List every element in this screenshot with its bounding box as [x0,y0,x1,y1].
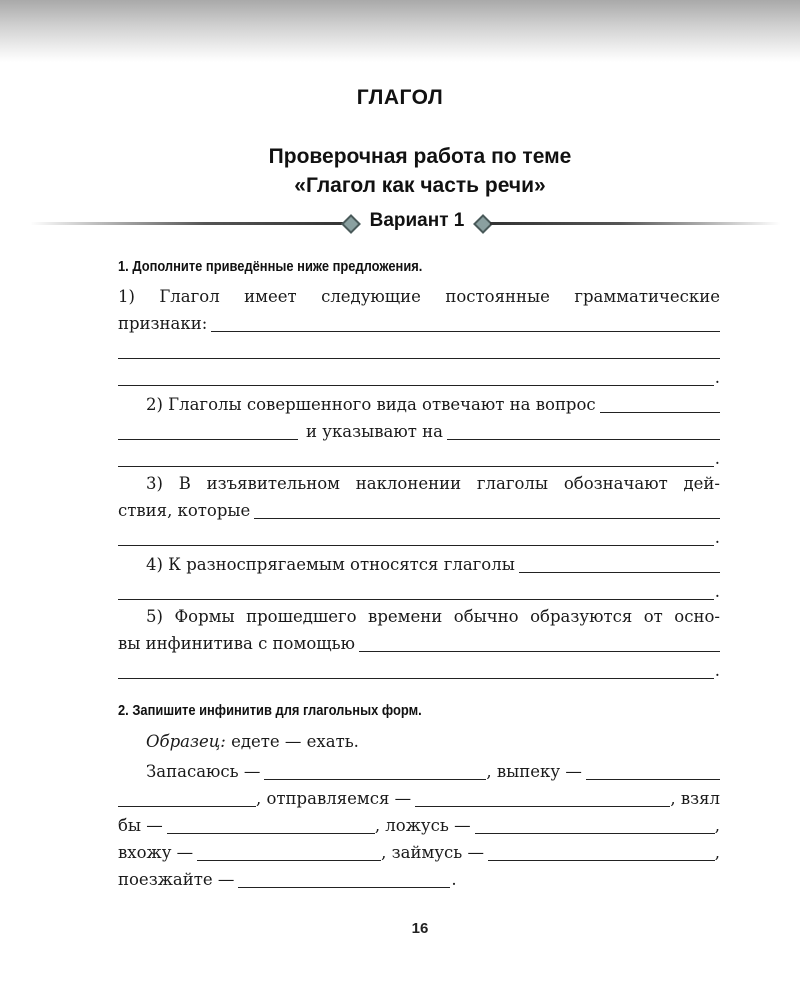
word-poezzhayte: поезжайте — [118,870,235,889]
q5-line-1: 5) Формы прошедшего времени обычно образуются от осно- [146,607,720,626]
q2-line-3 [118,445,720,472]
answer-blank-otpravlyaemsya[interactable] [415,788,670,807]
period: . [714,449,720,468]
word-otpravlyaemsya: , отправляемся — [256,789,412,808]
answer-blank-vypeku-2[interactable] [118,788,256,807]
q1-line-4 [118,364,720,391]
answer-blank-vzyal-by[interactable] [167,815,375,834]
q2-answer-blank-4[interactable] [118,448,714,467]
q1-answer-blank-2[interactable] [118,340,720,359]
q3-line-1: 3) В изъявительном наклонении глаголы обозначают дей- [146,474,720,493]
q2-answer-blank-3[interactable] [447,421,720,440]
sample-line [146,728,359,755]
sample-label: Образец: [146,732,226,751]
word-by: бы — [118,816,163,835]
q1-line-1: 1) Глагол имеет следующие постоянные грамматические [118,287,720,306]
comma: , [714,816,720,835]
answer-blank-zaymus[interactable] [488,842,715,861]
chapter-title: ГЛАГОЛ [356,86,444,109]
word-zaymus: , займусь — [381,843,485,862]
q4-line-1 [146,551,720,578]
word-vypeku: , выпеку — [486,762,582,781]
q3-line-3 [118,524,720,551]
period: . [714,528,720,547]
t2-line-1 [146,758,720,785]
period: . [714,582,720,601]
q4-text: 4) К разноспрягаемым относятся глаголы [146,555,515,574]
q2-line-1 [146,391,720,418]
q3-line-2 [118,497,720,524]
divider-left [30,222,348,225]
variant-label: Вариант 1 [369,210,465,231]
q5-answer-blank-2[interactable] [118,660,714,679]
t2-line-3 [118,812,720,839]
word-lozhus: , ложусь — [374,816,471,835]
word-zapasayus: Запасаюсь — [146,762,261,781]
q5-line-2 [118,630,720,657]
t2-line-4 [118,839,720,866]
task-1-heading: 1. Дополните приведённые ниже предложения. [118,258,423,275]
answer-blank-vypeku-1[interactable] [586,761,720,780]
q2-text-2: и указывают на [306,422,443,441]
task-2-heading: 2. Запишите инфинитив для глагольных форм. [118,702,422,719]
q3-text: ствия, которые [118,501,251,520]
period: . [714,661,720,680]
q3-answer-blank-2[interactable] [118,527,714,546]
test-title-line-1: Проверочная работа по теме [268,145,572,168]
q5-text: вы инфинитива с помощью [118,634,355,653]
test-title [0,142,800,200]
t2-line-5 [118,866,720,893]
period: . [451,870,457,889]
divider-right [490,222,780,225]
q5-line-3 [118,657,720,684]
word-vzyal: , взял [670,789,720,808]
answer-blank-lozhus[interactable] [475,815,715,834]
q4-line-2 [118,578,720,605]
word-vkhozhu: вхожу — [118,843,194,862]
test-title-line-2: «Глагол как часть речи» [294,174,546,197]
q5-answer-blank-1[interactable] [359,633,720,652]
q1-line-3 [118,337,720,364]
answer-blank-poezzhayte[interactable] [238,869,450,888]
comma: , [714,843,720,862]
q2-answer-blank-1[interactable] [600,394,720,413]
sample-text: едете — ехать. [231,732,359,751]
variant-header [0,208,800,238]
q3-answer-blank-1[interactable] [254,500,720,519]
q1-answer-blank-3[interactable] [118,367,714,386]
period: . [714,368,720,387]
q2-text: 2) Глаголы совершенного вида отвечают на вопрос [146,395,596,414]
answer-blank-zapasayus[interactable] [264,761,486,780]
q1-answer-blank-1[interactable] [211,313,720,332]
answer-blank-vkhozhu[interactable] [197,842,381,861]
diamond-ornament-left [341,214,361,234]
t2-line-2 [118,785,720,812]
q1-line-2 [118,310,720,337]
page-header-band [0,0,800,62]
q2-line-2 [118,418,720,445]
q1-label: признаки: [118,314,208,333]
q4-answer-blank-2[interactable] [118,581,714,600]
page-number: 16 [411,920,429,937]
q2-answer-blank-2[interactable] [118,421,298,440]
q4-answer-blank-1[interactable] [519,554,720,573]
